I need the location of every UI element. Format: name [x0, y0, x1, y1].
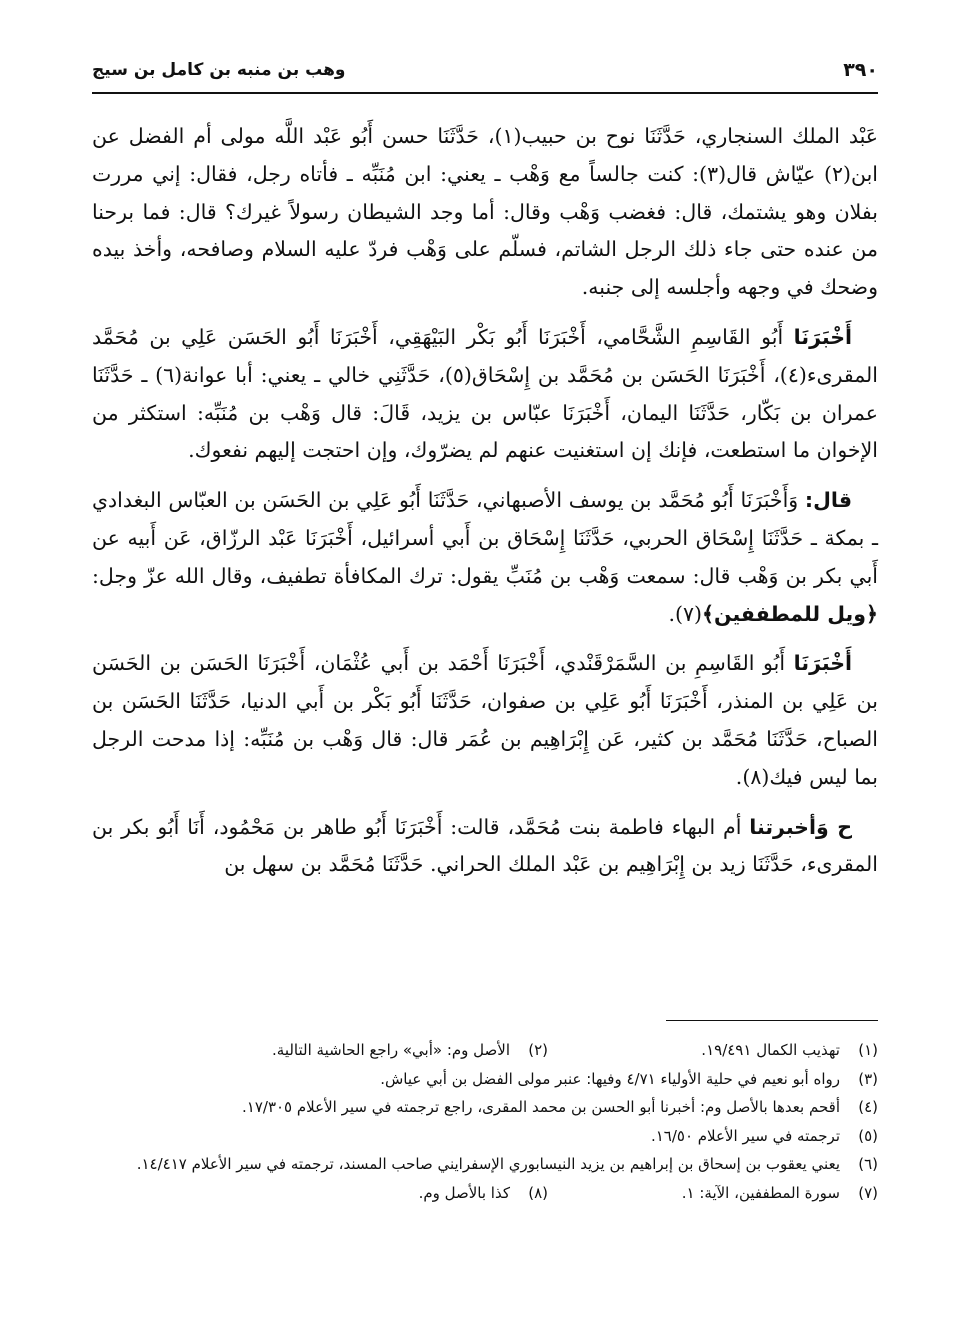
footnote-text: الأصل وم: «أبي» راجع الحاشية التالية. — [272, 1041, 510, 1059]
paragraph-text: وَأَخْبَرَنَا أَبُو مُحَمَّد بن يوسف الأصبهاني، حَدَّثَنَا أَبُو عَلِي بن الحَسَن بن العبّاس البغدادي ـ بمكة ـ حَدَّثَنَا إِسْحَاق الحربي، حَدَّثَنَا إِسْحَاق بن أَبي أسرائيل، أَخْبَرَنَا عَبْد الرزّاق، عَن أَبيه عن أَبي بكر بن وَهْب قال: سمعت وَهْب بن مُنَبِّ يقول: ترك المكافأة تطفيف، وقال الله عزّ وجل: — [92, 488, 878, 588]
footnote-row — [92, 1179, 878, 1208]
paragraph-lead: ح وَأخبرتنا — [749, 814, 852, 839]
paragraph — [92, 319, 878, 470]
footnote-text: سورة المطففين، الآية: ١. — [681, 1183, 840, 1202]
footnotes — [92, 1036, 878, 1207]
page-header — [92, 52, 878, 88]
footnote — [92, 1122, 878, 1151]
footnote-text: كذا بالأصل وم. — [418, 1183, 510, 1202]
paragraph-tail: (٧). — [668, 601, 702, 626]
footnote-number: (٦) — [858, 1155, 878, 1173]
paragraph — [92, 809, 878, 885]
footnote-number: (٧) — [858, 1183, 878, 1202]
footnote-text: رواه أبو نعيم في حلية الأولياء ٤/٧١ وفيها: عنبر مولى الفضل بن أبي عياش. — [380, 1069, 840, 1088]
footnote-row — [92, 1036, 878, 1065]
paragraph — [92, 645, 878, 796]
paragraph-lead: قال: — [804, 488, 852, 513]
footnote-divider — [666, 1020, 878, 1021]
footnote-row — [92, 1122, 878, 1151]
footnote-number: (٢) — [528, 1041, 548, 1059]
footnote-row — [92, 1065, 878, 1094]
paragraph-text: أَبُو القَاسِمِ بن السَّمَرْقَنْدي، أَخْبَرَنَا أَحْمَد بن أَبي عُثْمَان، أَخْبَرَنَا الحَسَن بن الحَسَن بن عَلِي بن المنذر، أَخْبَرَنَا أَبُو عَلِي بن صفوان، حَدَّثَنَا أَبُو بَكْر بن أَبي الدنيا، حَدَّثَنَا الحَسَن بن الصباح، حَدَّثَنَا مُحَمَّد بن كثير، عَن إِبْرَاهِيم بن عُمَر قال: قال وَهْب بن مُنَبِّه: إذا مدحت الرجل بما ليس فيك(٨). — [92, 651, 878, 789]
footnote — [548, 1036, 878, 1065]
paragraph-text: أم البهاء فاطمة بنت مُحَمَّد، قالت: أَخْبَرَنَا أَبُو طاهر بن مَحْمُود، أَنَا أَبُو بكر بن المقرىء، حَدَّثَنَا زيد بن إِبْرَاهِيم بن عَبْد الملك الحراني. حَدَّثَنَا مُحَمَّد بن سهل بن — [92, 814, 878, 877]
footnote-text: تهذيب الكمال ١٩/٤٩١. — [701, 1041, 840, 1059]
footnote — [548, 1179, 878, 1208]
paragraph-text: أَبُو القَاسِمِ الشَّحَّامي، أَخْبَرَنَا أَبُو بَكْر البَيْهَقِي، أَخْبَرَنَا أَبُو الحَسَن عَلِي بن مُحَمَّد المقرىء(٤)، أَخْبَرَنَا الحَسَن بن مُحَمَّد بن إِسْحَاق(٥)، حَدَّثَنِي خالي ـ يعني: أبا عوانة(٦) ـ حَدَّثَنَا عمران بن بَكّار، حَدَّثَنَا اليمان، أَخْبَرَنَا عبّاس بن يزيد، قَالَ: قال وَهْب بن مُنَبِّه: استكثر من الإخوان ما استطعت، فإنك إن استغنيت عنهم لم يضرّوك، وإن احتجت إليهم نفعوك. — [92, 324, 878, 463]
footnote-text: يعني يعقوب بن إسحاق بن إبراهيم بن يزيد النيسابوري الإسفرايني صاحب المسند، ترجمته في سير الأعلام ١٤/٤١٧. — [136, 1155, 840, 1173]
footnote — [218, 1036, 548, 1065]
footnote — [92, 1150, 878, 1179]
header-divider — [92, 92, 878, 94]
footnote-text: ترجمته في سير الأعلام ١٦/٥٠. — [650, 1126, 840, 1145]
footnote — [92, 1093, 878, 1122]
footnote-number: (٤) — [858, 1098, 878, 1116]
paragraph-lead: أَخْبَرَنَا — [793, 651, 852, 676]
running-title: وهب بن منبه بن كامل بن سيج — [92, 60, 346, 80]
quran-verse: ﴿ويل للمطففين﴾ — [701, 601, 878, 626]
paragraph-text: عَبْد الملك السنجاري، حَدَّثَنَا نوح بن حبيب(١)، حَدَّثَنَا حسن أَبُو عَبْد اللَّه مولى أم الفضل عن ابن(٢) عيّاش قال(٣): كنت جالساً مع وَهْب ـ يعني: ابن مُنَبِّه ـ فأتاه رجل، فقال: إني مررت بفلان وهو يشتمك، قال: فغضب وَهْب وقال: أما وجد الشيطان رسولاً غيرك؟ قال: فما برحنا من عنده حتى جاء ذلك الرجل الشاتم، فسلّم على وَهْب فردّ عليه السلام وصافحه، وأخذ بيده وضحك في وجهه وأجلسه إلى جنبه. — [92, 124, 878, 300]
footnote-number: (٨) — [528, 1183, 548, 1202]
paragraph-lead: أَخْبَرَنَا — [793, 324, 852, 349]
footnote-number: (٣) — [858, 1069, 878, 1088]
page-number: ٣٩٠ — [843, 59, 878, 81]
main-text — [92, 118, 878, 896]
paragraph — [92, 118, 878, 307]
footnote-row — [92, 1093, 878, 1122]
footnote-number: (١) — [858, 1041, 878, 1059]
footnote-number: (٥) — [858, 1126, 878, 1145]
footnote — [218, 1179, 548, 1208]
footnote-text: أقحم بعدها بالأصل وم: أخبرنا أبو الحسن بن محمد المقرى، راجع ترجمته في سير الأعلام ١٧/٣٠٥. — [242, 1098, 840, 1116]
paragraph — [92, 482, 878, 633]
footnote-row — [92, 1150, 878, 1179]
footnote — [92, 1065, 878, 1094]
